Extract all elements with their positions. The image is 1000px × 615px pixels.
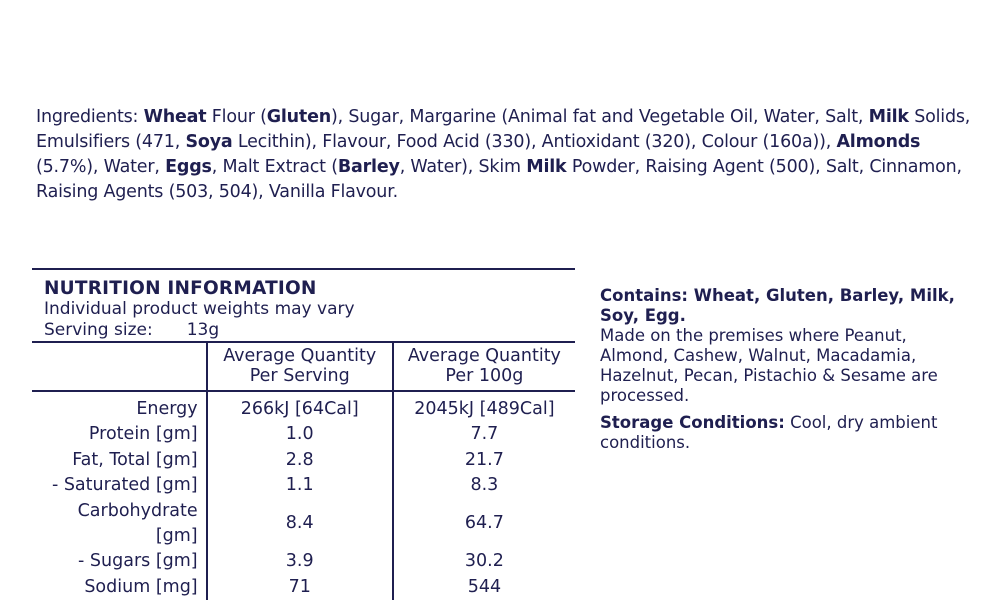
allergen-panel: [600, 286, 970, 453]
per-100g-value: 30.2: [393, 549, 575, 574]
serving-size-label: Serving size:: [44, 320, 153, 340]
per-serving-column-header: Average Quantity Per Serving: [207, 343, 393, 391]
nutrient-label: Protein [gm]: [88, 424, 198, 445]
serving-size-row: [44, 320, 575, 341]
nutrition-row: [32, 391, 575, 422]
per-100g-value: 21.7: [393, 448, 575, 473]
per-serving-value: 266kJ [64Cal]: [207, 391, 393, 422]
nutrition-table-body: [32, 391, 575, 600]
nutrition-row: [32, 448, 575, 473]
nutrition-row: [32, 575, 575, 600]
ingredient-text-part: Flour (: [206, 107, 267, 127]
per-100g-column-header: Average Quantity Per 100g: [393, 343, 575, 391]
nutrition-row: [32, 549, 575, 574]
per-serving-value: 1.1: [207, 473, 393, 498]
nutrition-table-header: [32, 343, 575, 391]
storage-conditions: [600, 413, 970, 453]
nutrient-label: - Sugars [gm]: [78, 551, 198, 572]
contains-statement: Contains: Wheat, Gluten, Barley, Milk, Soy, Egg.: [600, 286, 955, 325]
storage-label: Storage Conditions:: [600, 413, 785, 432]
per-100g-value: 8.3: [393, 473, 575, 498]
nutrition-table: [32, 343, 575, 600]
per-serving-value: 2.8: [207, 448, 393, 473]
ingredient-allergen: Eggs: [165, 157, 212, 177]
ingredient-allergen: Gluten: [266, 107, 332, 127]
ingredient-text-part: Ingredients:: [36, 107, 144, 127]
per-serving-value: 71: [207, 575, 393, 600]
ingredient-allergen: Almonds: [836, 132, 921, 152]
per-100g-value: 64.7: [393, 499, 575, 550]
nutrition-header: [32, 270, 575, 341]
nutrition-row: [32, 473, 575, 498]
ingredient-allergen: Barley: [337, 157, 400, 177]
ingredient-text-part: (5.7%), Water,: [36, 157, 166, 177]
per-100g-value: 2045kJ [489Cal]: [393, 391, 575, 422]
ingredient-allergen: Soya: [185, 132, 233, 152]
ingredient-allergen: Wheat: [143, 107, 207, 127]
ingredient-allergen: Milk: [868, 107, 909, 127]
ingredients-text: [36, 105, 976, 205]
nutrient-label: Sodium [mg]: [84, 576, 198, 597]
nutrient-label: Energy: [136, 399, 198, 419]
label-column-header: [32, 343, 207, 391]
per-serving-value: 3.9: [207, 549, 393, 574]
per-100g-value: 544: [393, 575, 575, 600]
nutrient-label: Carbohydrate [gm]: [77, 500, 198, 547]
ingredient-text-part: Solids, Emulsifiers (471,: [36, 107, 971, 152]
nutrition-row: [32, 422, 575, 447]
ingredient-text-part: Powder, Raising Agent (500), Salt, Cinnamon, Raising Agents (503, 504), Vanilla Flavour.: [36, 157, 962, 202]
per-serving-value: 1.0: [207, 422, 393, 447]
nutrient-label: Fat, Total [gm]: [72, 449, 198, 470]
ingredient-text-part: Lecithin), Flavour, Food Acid (330), Antioxidant (320), Colour (160a)),: [232, 132, 837, 152]
nutrition-row: [32, 499, 575, 550]
premises-statement: Made on the premises where Peanut, Almond, Cashew, Walnut, Macadamia, Hazelnut, Pecan, Pistachio & Sesame are processed.: [600, 326, 938, 405]
nutrition-subtitle: Individual product weights may vary: [44, 299, 355, 319]
ingredient-text-part: ), Sugar, Margarine (Animal fat and Vegetable Oil, Water, Salt,: [331, 107, 869, 127]
ingredient-text-part: , Malt Extract (: [211, 157, 338, 177]
per-serving-value: 8.4: [207, 499, 393, 550]
storage-text: Cool, dry ambient conditions.: [600, 413, 938, 452]
ingredient-text-part: , Water), Skim: [399, 157, 527, 177]
nutrition-panel: [32, 268, 575, 600]
nutrition-title: NUTRITION INFORMATION: [44, 278, 317, 299]
ingredient-allergen: Milk: [526, 157, 567, 177]
serving-size-value: 13g: [186, 320, 220, 340]
nutrient-label: - Saturated [gm]: [51, 475, 198, 496]
per-100g-value: 7.7: [393, 422, 575, 447]
